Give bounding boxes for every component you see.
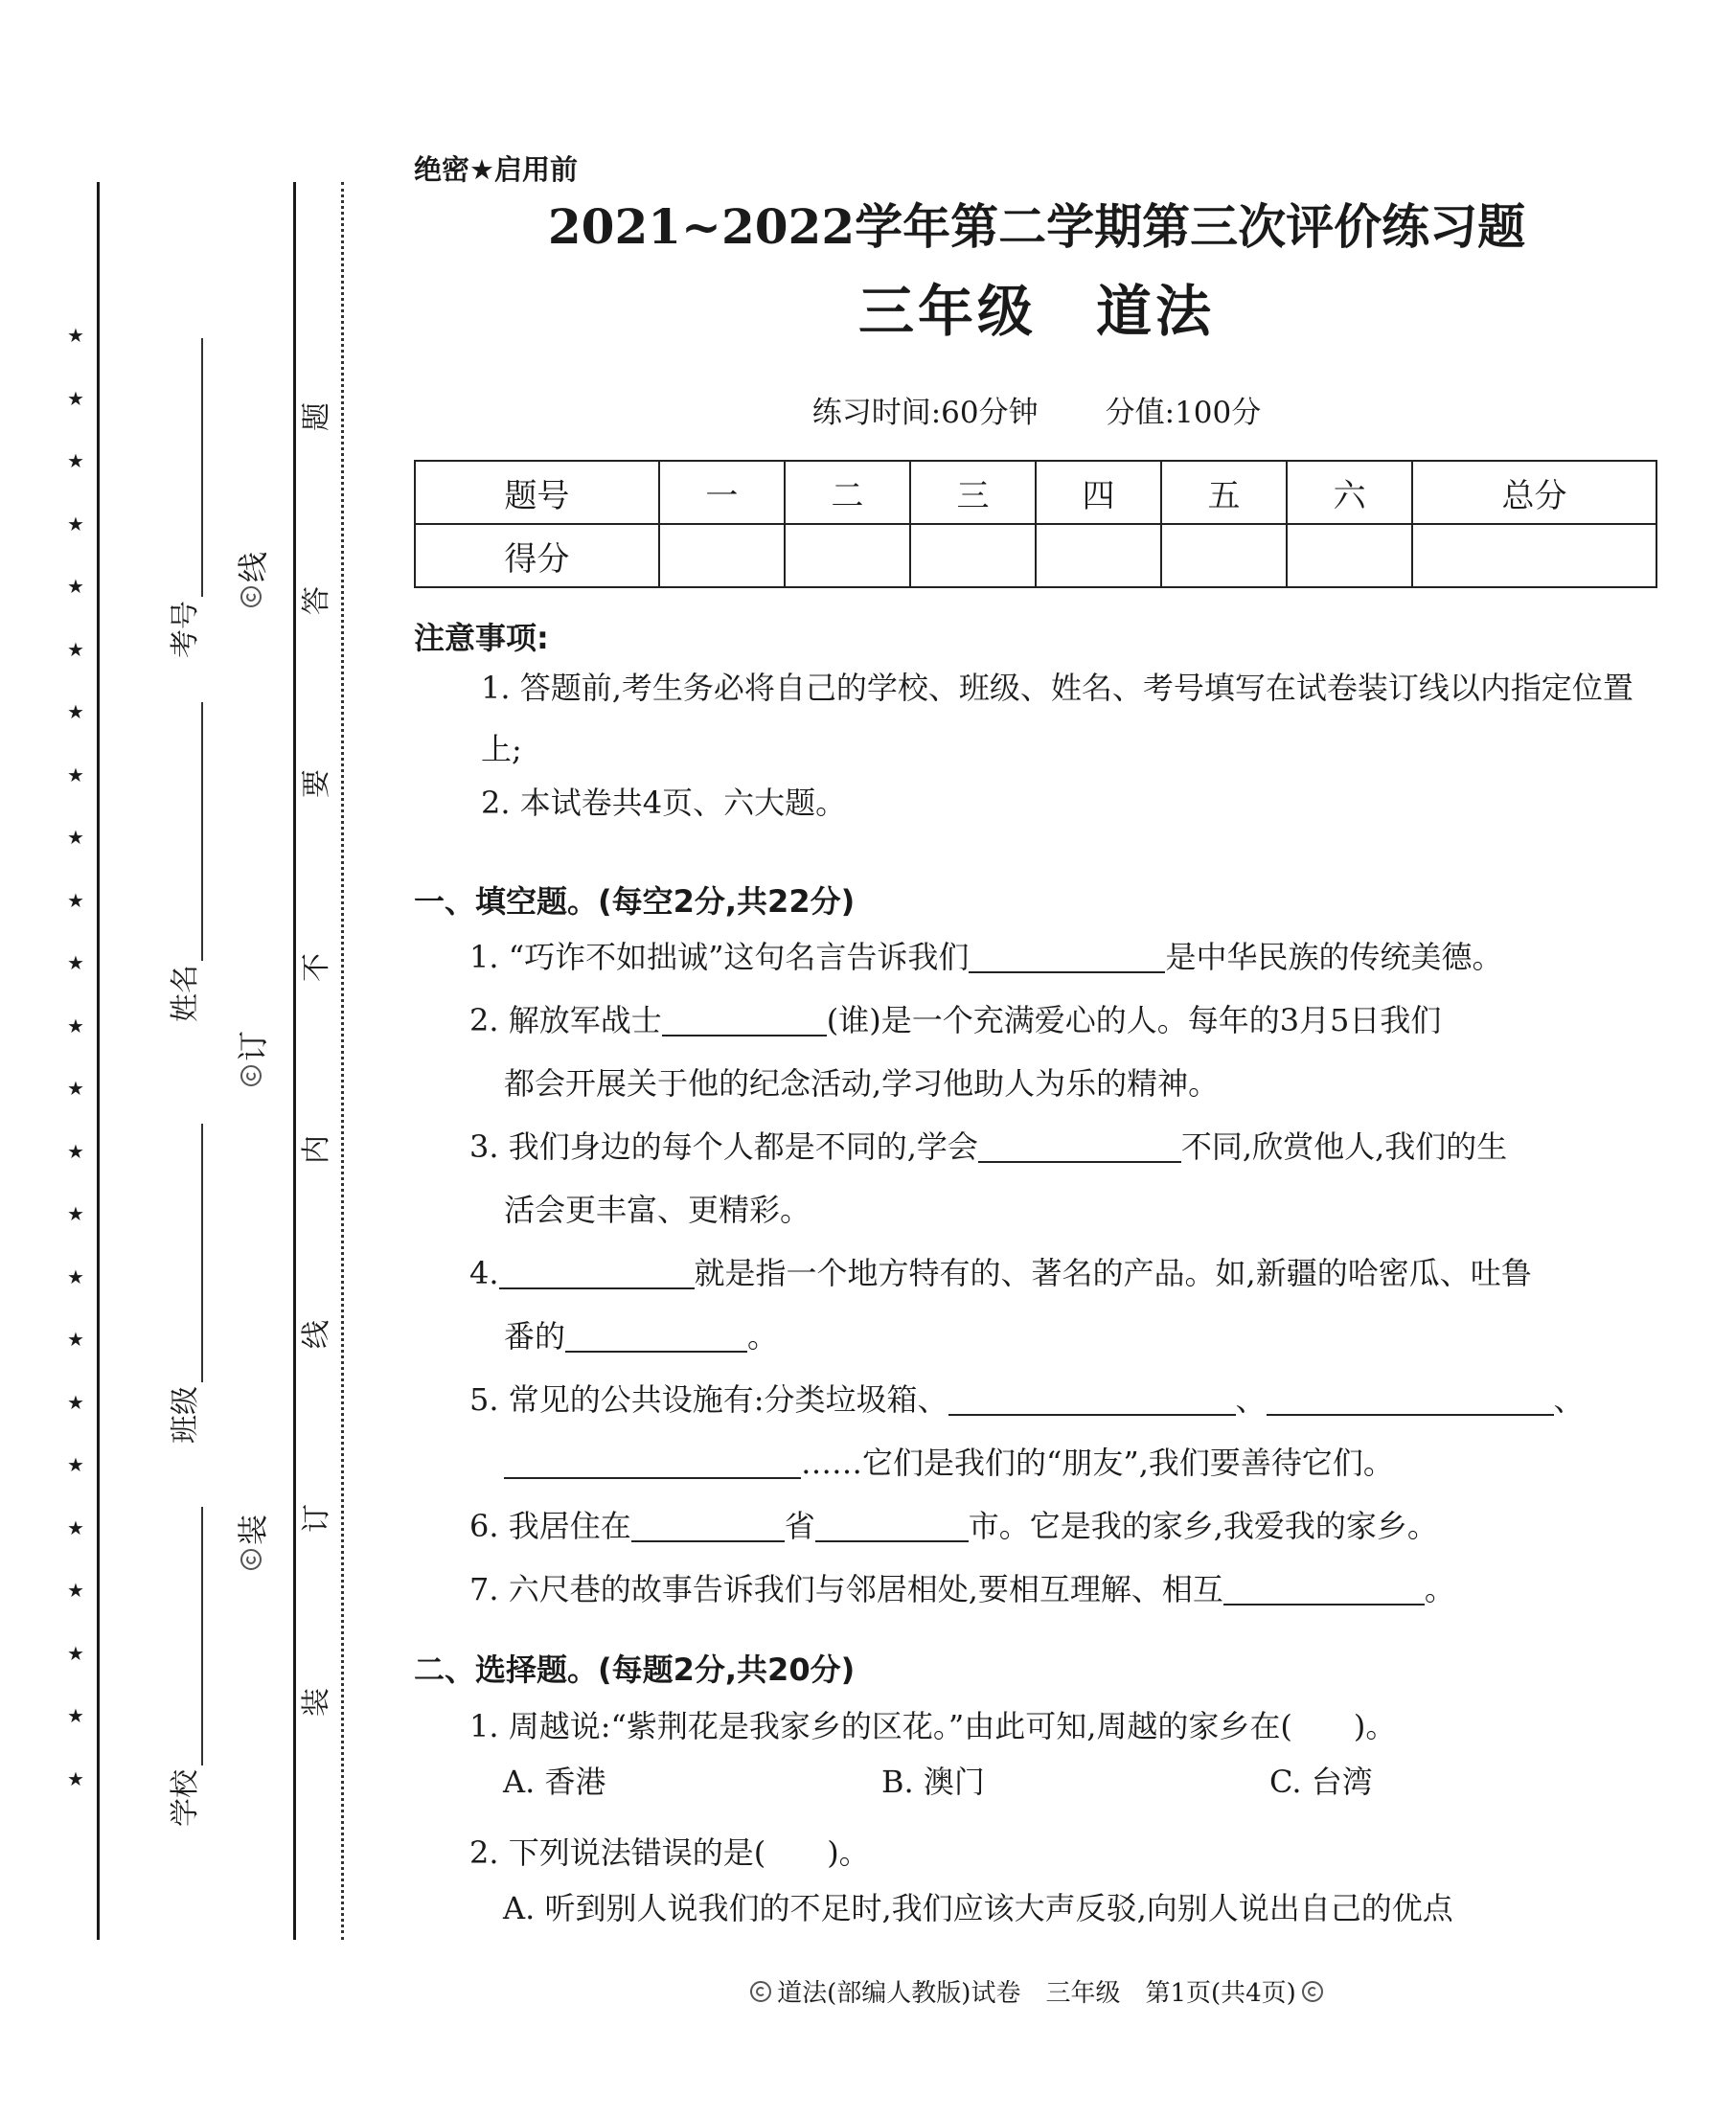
star-icon: ★ — [67, 1202, 84, 1225]
swirl-icon — [750, 1981, 771, 2002]
star-icon: ★ — [67, 575, 84, 598]
secret-label: 绝密★启用前 — [414, 153, 578, 186]
star-icon: ★ — [67, 637, 84, 661]
field-blank[interactable] — [201, 1507, 203, 1765]
star-icon: ★ — [67, 1264, 84, 1288]
star-icon: ★ — [67, 888, 84, 912]
answer-blank[interactable] — [815, 1510, 969, 1542]
star-icon: ★ — [67, 1453, 84, 1476]
table-cell: 三 — [910, 461, 1036, 524]
answer-blank[interactable] — [504, 1446, 801, 1479]
fill-question-1: 1. “巧诈不如拙诚”这句名言告诉我们 是中华民族的传统美德。 — [469, 939, 1503, 975]
answer-blank[interactable] — [662, 1004, 827, 1036]
star-icon: ★ — [67, 1390, 84, 1414]
notice-item-2: 2. 本试卷共4页、六大题。 — [481, 785, 847, 821]
answer-blank[interactable] — [948, 1383, 1236, 1416]
fill-question-4: 4. 就是指一个地方特有的、著名的产品。如,新疆的哈密瓜、吐鲁 番的 。 — [469, 1255, 1532, 1355]
page-footer — [414, 1973, 1659, 2009]
field-blank[interactable] — [201, 702, 203, 961]
star-icon: ★ — [67, 1077, 84, 1100]
star-icon: ★ — [67, 1704, 84, 1727]
fill-question-5: 5. 常见的公共设施有:分类垃圾箱、 、 、 ……它们是我们的“朋友”,我们要善待它们。 — [469, 1381, 1585, 1481]
star-icon: ★ — [67, 951, 84, 974]
table-cell: 五 — [1161, 461, 1287, 524]
score-value: 分值:100分 — [1105, 396, 1262, 430]
star-icon: ★ — [67, 1139, 84, 1163]
score-input-cell[interactable] — [910, 524, 1036, 587]
footer-text: 道法(部编人教版)试卷 三年级 第1页(共4页) — [777, 1979, 1296, 2008]
score-input-cell[interactable] — [1412, 524, 1656, 587]
star-icon: ★ — [67, 826, 84, 849]
choice-option-b[interactable]: B. 澳门 — [881, 1764, 985, 1800]
time-limit: 练习时间:60分钟 — [811, 396, 1039, 430]
swirl-icon — [240, 1065, 262, 1086]
choice-option-a[interactable]: A. 听到别人说我们的不足时,我们应该大声反驳,向别人说出自己的优点 — [503, 1890, 1453, 1926]
binding-line-right — [293, 182, 296, 1940]
star-icon: ★ — [67, 763, 84, 786]
star-icon: ★ — [67, 386, 84, 410]
swirl-icon — [240, 586, 262, 607]
score-input-cell[interactable] — [1287, 524, 1412, 587]
score-table-score-row — [415, 524, 1656, 587]
table-cell: 二 — [785, 461, 910, 524]
star-icon: ★ — [67, 1515, 84, 1539]
warning-char: 不 — [300, 953, 333, 982]
star-icon: ★ — [67, 1641, 84, 1665]
table-cell: 一 — [659, 461, 785, 524]
fill-question-7: 7. 六尺巷的故事告诉我们与邻居相处,要相互理解、相互 。 — [469, 1571, 1455, 1607]
star-icon: ★ — [67, 324, 84, 347]
star-icon: ★ — [67, 1013, 84, 1037]
score-input-cell[interactable] — [659, 524, 785, 587]
star-icon: ★ — [67, 1766, 84, 1790]
warning-char: 线 — [300, 1320, 333, 1349]
score-input-cell[interactable] — [785, 524, 910, 587]
answer-blank[interactable] — [978, 1130, 1181, 1163]
cut-line — [341, 182, 344, 1940]
star-icon: ★ — [67, 700, 84, 723]
answer-blank[interactable] — [1267, 1383, 1554, 1416]
exam-subtitle: 三年级 道法 — [857, 279, 1215, 344]
warning-char: 内 — [300, 1135, 333, 1164]
field-label: 考号 — [169, 601, 202, 658]
exam-meta — [414, 388, 1659, 431]
fill-question-2: 2. 解放军战士 (谁)是一个充满爱心的人。每年的3月5日我们 都会开展关于他的纪念活动,学习他助人为乐的精神。 — [469, 1002, 1442, 1102]
swirl-icon — [240, 1549, 262, 1570]
warning-char: 要 — [300, 769, 333, 798]
swirl-icon — [1302, 1981, 1323, 2002]
fill-question-3: 3. 我们身边的每个人都是不同的,学会 不同,欣赏他人,我们的生 活会更丰富、更精彩。 — [469, 1128, 1508, 1228]
table-cell: 四 — [1036, 461, 1161, 524]
answer-blank[interactable] — [499, 1257, 695, 1289]
star-icon: ★ — [67, 449, 84, 472]
score-table — [414, 460, 1657, 588]
table-cell: 六 — [1287, 461, 1412, 524]
binding-line-left — [97, 182, 100, 1940]
field-label: 姓名 — [169, 965, 202, 1022]
field-label: 学校 — [169, 1769, 202, 1827]
notice-heading: 注意事项: — [414, 620, 549, 656]
field-blank[interactable] — [201, 1124, 203, 1382]
answer-blank[interactable] — [631, 1510, 785, 1542]
score-input-cell[interactable] — [1161, 524, 1287, 587]
table-cell: 题号 — [415, 461, 659, 524]
choice-question-2: 2. 下列说法错误的是( )。 — [469, 1834, 870, 1871]
warning-char: 装 — [300, 1688, 333, 1717]
choice-option-a[interactable]: A. 香港 — [503, 1764, 606, 1800]
score-input-cell[interactable] — [1036, 524, 1161, 587]
score-table-header-row — [415, 461, 1656, 524]
warning-char: 题 — [300, 402, 333, 431]
section1-heading: 一、填空题。(每空2分,共22分) — [414, 883, 856, 920]
star-icon: ★ — [67, 512, 84, 535]
answer-blank[interactable] — [1223, 1573, 1425, 1606]
table-cell: 得分 — [415, 524, 659, 587]
star-icon: ★ — [67, 1328, 84, 1351]
field-blank[interactable] — [201, 338, 203, 597]
warning-char: 订 — [300, 1504, 333, 1533]
answer-blank[interactable] — [565, 1320, 747, 1353]
star-icon: ★ — [67, 1579, 84, 1602]
notice-item-1: 1. 答题前,考生务必将自己的学校、班级、姓名、考号填写在试卷装订线以内指定位置上; — [481, 670, 1633, 767]
field-label: 班级 — [169, 1386, 202, 1444]
warning-char: 答 — [300, 586, 333, 615]
section2-heading: 二、选择题。(每题2分,共20分) — [414, 1651, 856, 1688]
table-cell: 总分 — [1412, 461, 1656, 524]
answer-blank[interactable] — [969, 941, 1165, 973]
choice-option-c[interactable]: C. 台湾 — [1269, 1764, 1373, 1800]
choice-question-1: 1. 周越说:“紫荆花是我家乡的区花。”由此可知,周越的家乡在( )。 — [469, 1708, 1397, 1744]
exam-title: 2021~2022学年第二学期第三次评价练习题 — [547, 198, 1526, 255]
fill-question-6: 6. 我居住在 省 市。它是我的家乡,我爱我的家乡。 — [469, 1508, 1438, 1544]
